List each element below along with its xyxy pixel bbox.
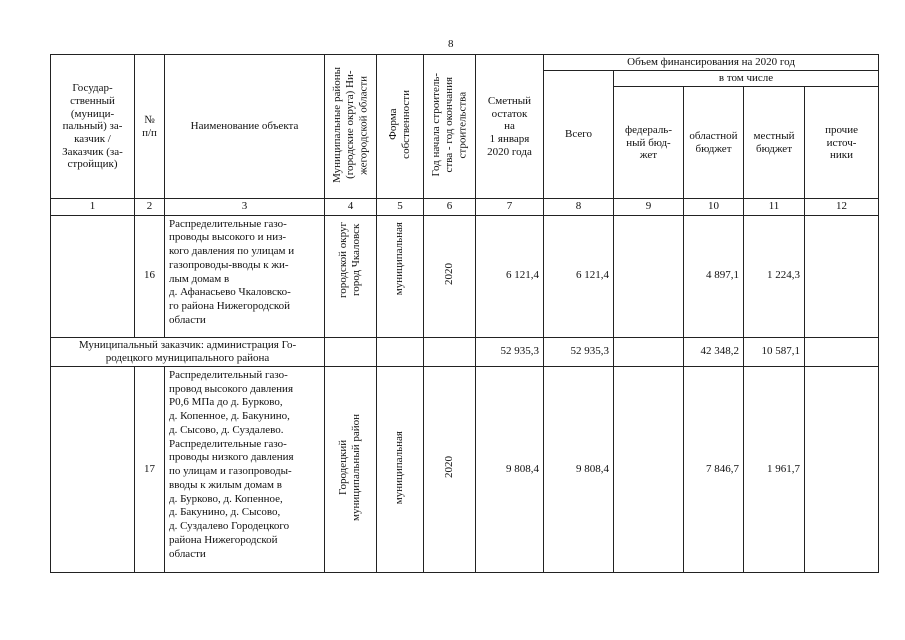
row-object-name: Распределительный газо- провод высокого давления Р0,6 МПа до д. Бурково, д. Копенное, д. Бакунино, д. Сысово, д. Суздалево. Распределительные газо- проводы низкого давления по улицам и газопроводы- вводы к жилым домам в д. Бурково, д. Копенное, д. Бакунино, д. Сысово, д. Суздалево Городецкого района Нижегородской области [165,366,325,572]
row-district: Городецкий муниципальный район [325,366,377,572]
header-financing: Объем финансирования на 2020 год [544,55,879,71]
column-number: 10 [684,199,744,215]
column-number: 8 [544,199,614,215]
subtotal-label: Муниципальный заказчик: администрация Го- родецкого муниципального района [51,337,325,366]
column-number: 7 [476,199,544,215]
row-remaining: 6 121,4 [476,215,544,337]
table-row [51,366,879,572]
column-number: 12 [805,199,879,215]
column-numbers-row [51,199,879,215]
header-regional: областной бюджет [684,87,744,199]
subtotal-empty [377,337,424,366]
row-other [805,215,879,337]
row-customer [51,215,135,337]
header-object-name: Наименование объекта [165,55,325,199]
row-regional: 4 897,1 [684,215,744,337]
row-years: 2020 [424,215,476,337]
table-row [51,215,879,337]
financing-table [50,54,879,573]
column-number: 6 [424,199,476,215]
subtotal-remaining: 52 935,3 [476,337,544,366]
row-customer [51,366,135,572]
row-years: 2020 [424,366,476,572]
column-number: 3 [165,199,325,215]
row-federal [614,366,684,572]
column-number: 1 [51,199,135,215]
subtotal-empty [424,337,476,366]
column-number: 9 [614,199,684,215]
row-other [805,366,879,572]
row-number: 16 [135,215,165,337]
header-federal: федераль- ный бюд- жет [614,87,684,199]
row-object-name: Распределительные газо- проводы высокого и низ- кого давления по улицам и газопроводы-вводы к жи- лым домам в д. Афанасьево Чкаловско- го района Нижегородской области [165,215,325,337]
page-number: 8 [448,38,454,50]
header-ownership: Форма собственности [377,55,424,199]
row-ownership: муниципальная [377,215,424,337]
row-number: 17 [135,366,165,572]
row-remaining: 9 808,4 [476,366,544,572]
row-local: 1 961,7 [744,366,805,572]
header-other: прочие источ- ники [805,87,879,199]
header-total: Всего [544,71,614,199]
row-district: городской округ город Чкаловск [325,215,377,337]
column-number: 2 [135,199,165,215]
subtotal-row [51,337,879,366]
header-years: Год начала строитель- ства - год окончания строительства [424,55,476,199]
header-district: Муниципальные районы (городские округа) Ни- жегородской области [325,55,377,199]
subtotal-regional: 42 348,2 [684,337,744,366]
subtotal-other [805,337,879,366]
header-number: № п/п [135,55,165,199]
subtotal-empty [325,337,377,366]
column-number: 5 [377,199,424,215]
column-number: 4 [325,199,377,215]
header-customer: Государ- ственный (муници- пальный) за- казчик / Заказчик (за- стройщик) [51,55,135,199]
row-federal [614,215,684,337]
row-regional: 7 846,7 [684,366,744,572]
header-remaining: Сметный остаток на 1 января 2020 года [476,55,544,199]
row-total: 9 808,4 [544,366,614,572]
header-local: местный бюджет [744,87,805,199]
header-including: в том числе [614,71,879,87]
subtotal-local: 10 587,1 [744,337,805,366]
subtotal-federal [614,337,684,366]
row-local: 1 224,3 [744,215,805,337]
subtotal-total: 52 935,3 [544,337,614,366]
row-total: 6 121,4 [544,215,614,337]
row-ownership: муниципальная [377,366,424,572]
column-number: 11 [744,199,805,215]
